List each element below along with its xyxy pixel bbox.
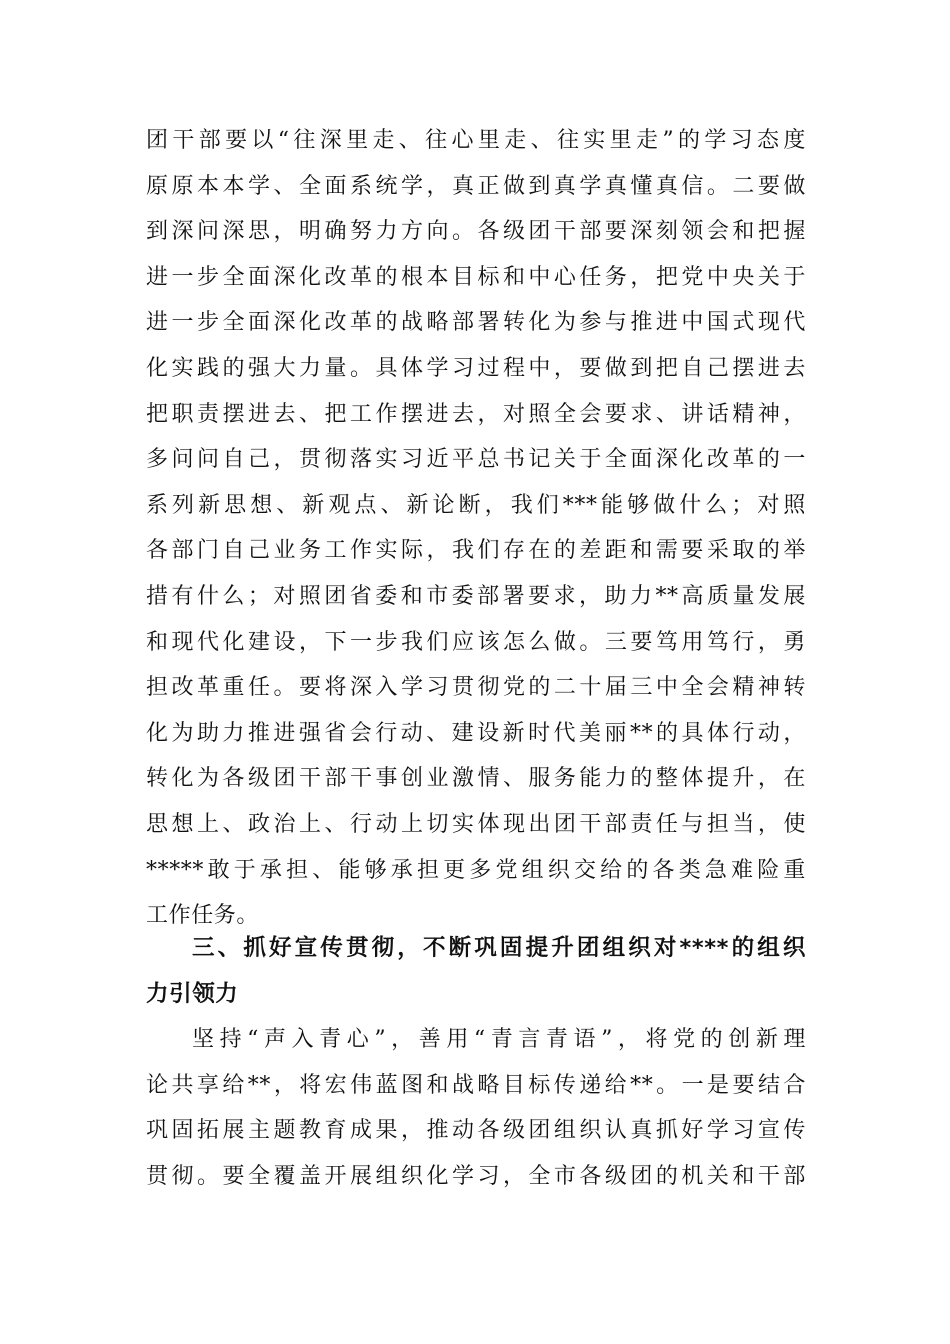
text-line: 到深问深思，明确努力方向。各级团干部要深刻领会和把握 xyxy=(146,219,806,245)
text-line: 巩固拓展主题教育成果，推动各级团组织认真抓好学习宣传 xyxy=(146,1118,806,1144)
text-line: 措有什么；对照团省委和市委部署要求，助力**高质量发展 xyxy=(146,583,806,609)
text-line: 转化为各级团干部干事创业激情、服务能力的整体提升，在 xyxy=(146,766,806,792)
text-line: 多问问自己，贯彻落实习近平总书记关于全面深化改革的一 xyxy=(146,447,806,473)
text-line: 论共享给**，将宏伟蓝图和战略目标传递给**。一是要结合 xyxy=(146,1072,806,1098)
text-line: 化实践的强大力量。具体学习过程中，要做到把自己摆进去 xyxy=(146,355,806,381)
body-paragraph-continued xyxy=(146,118,806,939)
text-line: *****敢于承担、能够承担更多党组织交给的各类急难险重 xyxy=(146,857,806,883)
text-line: 坚持“声入青心”，善用“青言青语”，将党的创新理 xyxy=(192,1027,806,1052)
text-line: 工作任务。 xyxy=(146,903,260,929)
text-line: 思想上、政治上、行动上切实体现出团干部责任与担当，使 xyxy=(146,811,806,837)
text-line: 进一步全面深化改革的根本目标和中心任务，把党中央关于 xyxy=(146,264,806,290)
text-line: 各部门自己业务工作实际，我们存在的差距和需要采取的举 xyxy=(146,538,806,564)
text-line: 把职责摆进去、把工作摆进去，对照全会要求、讲话精神， xyxy=(146,401,806,427)
text-line: 化为助力推进强省会行动、建设新时代美丽**的具体行动， xyxy=(146,720,806,746)
text-line: 进一步全面深化改革的战略部署转化为参与推进中国式现代 xyxy=(146,310,806,336)
text-line: 和现代化建设，下一步我们应该怎么做。三要笃用笃行，勇 xyxy=(146,629,806,655)
body-paragraph xyxy=(146,1017,806,1199)
text-line: 系列新思想、新观点、新论断，我们***能够做什么；对照 xyxy=(146,492,806,518)
text-line: 团干部要以“往深里走、往心里走、往实里走”的学习态度 xyxy=(146,128,806,153)
text-line: 贯彻。要全覆盖开展组织化学习，全市各级团的机关和干部 xyxy=(146,1163,806,1189)
section-heading-3 xyxy=(146,926,806,1017)
text-line: 原原本本学、全面系统学，真正做到真学真懂真信。二要做 xyxy=(146,173,806,199)
heading-line: 三、抓好宣传贯彻，不断巩固提升团组织对****的组织 xyxy=(192,935,806,961)
text-line: 担改革重任。要将深入学习贯彻党的二十届三中全会精神转 xyxy=(146,675,806,701)
heading-line: 力引领力 xyxy=(146,980,239,1007)
